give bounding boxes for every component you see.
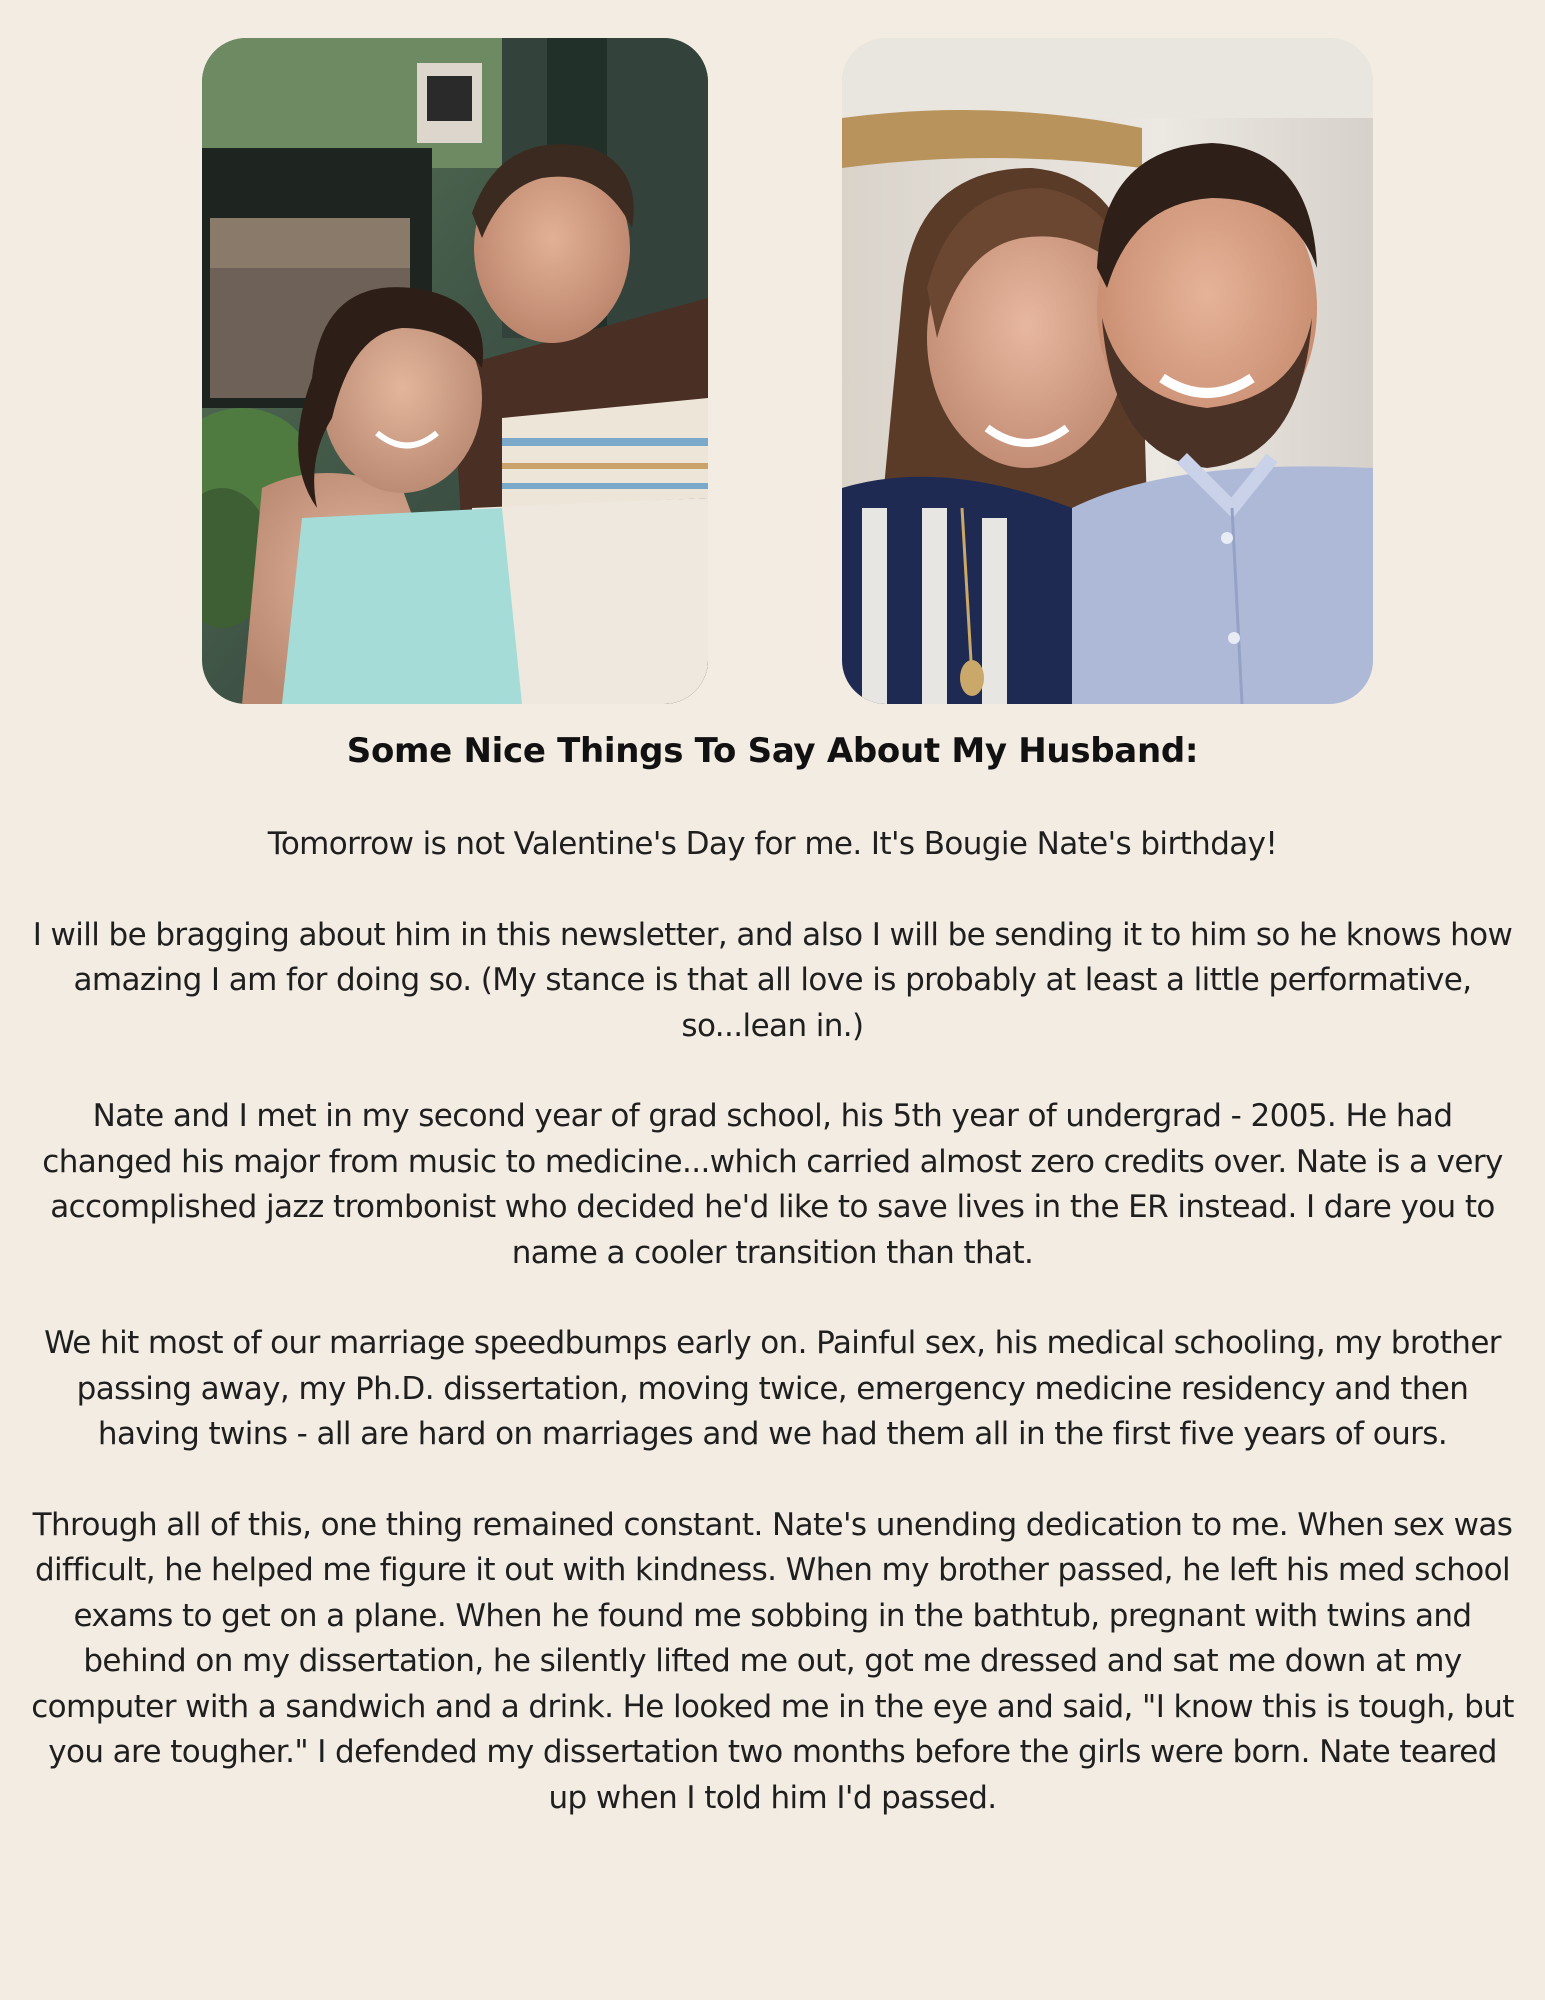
article-paragraph-5: Through all of this, one thing remained constant. Nate's unending dedication to me. When sex was difficult, he helped me figure it out with kindness. When my brother passed, he left his med school exams to get on a plane. When he found me sobbing in the bathtub, pregnant with twins and behind on my dissertation, he silently lifted me out, got me dressed and sat me down at my computer with a sandwich and a drink. He looked me in the eye and said, "I know this is tough, but you are tougher." I defended my dissertation two months before the girls were born. Nate teared up when I told him I'd passed. [31, 1506, 1514, 1816]
article-paragraph-3: Nate and I met in my second year of grad school, his 5th year of undergrad - 2005. He had changed his major from music to medicine...which carried almost zero credits over. Nate is a very accomplished jazz trombonist who decided he'd like to save lives in the ER instead. I dare you to name a cooler transition than that. [42, 1098, 1503, 1271]
article-headline: Some Nice Things To Say About My Husband: [346, 731, 1199, 771]
photo-row [0, 38, 1545, 704]
couple-selfie-photo [842, 38, 1373, 704]
couple-selfie-illustration [842, 38, 1373, 704]
young-couple-illustration [202, 38, 708, 704]
newsletter-article [28, 725, 1517, 1821]
article-paragraph-4: We hit most of our marriage speedbumps early on. Painful sex, his medical schooling, my brother passing away, my Ph.D. dissertation, moving twice, emergency medicine residency and then having twins - all are hard on marriages and we had them all in the first five years of ours. [44, 1325, 1501, 1452]
article-paragraph-1: Tomorrow is not Valentine's Day for me. It's Bougie Nate's birthday! [267, 826, 1278, 862]
young-couple-photo [202, 38, 708, 704]
article-paragraph-2: I will be bragging about him in this newsletter, and also I will be sending it to him so he knows how amazing I am for doing so. (My stance is that all love is probably at least a little performative, so...lean in.) [32, 916, 1513, 1044]
